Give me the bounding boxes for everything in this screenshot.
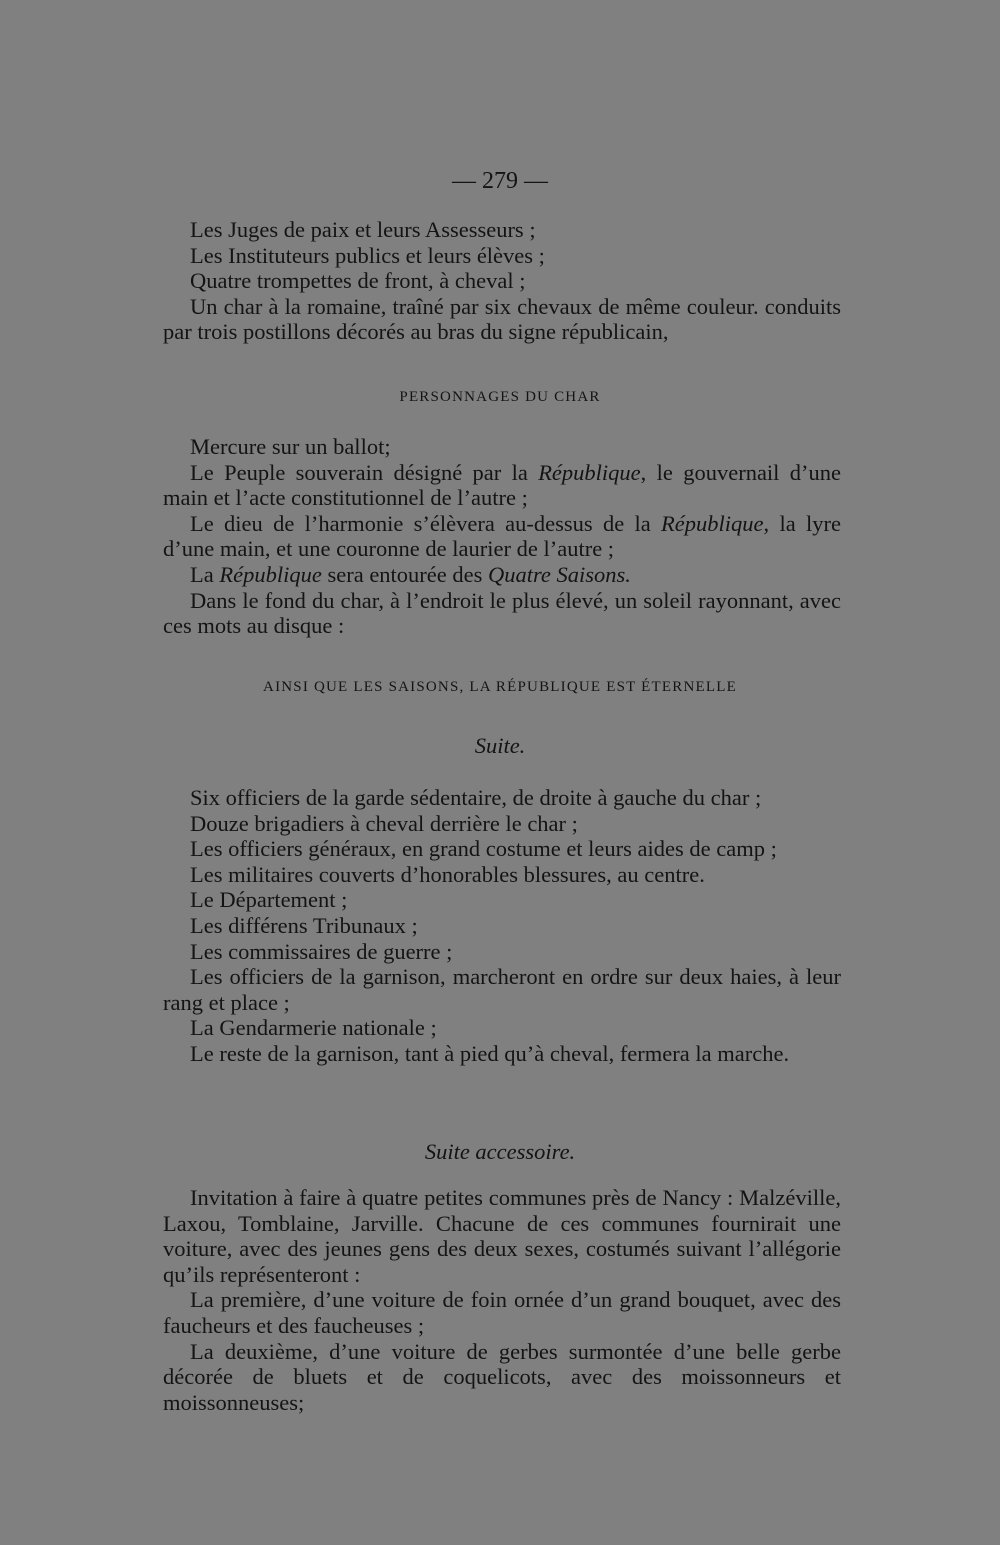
- suite-block: [163, 785, 841, 1067]
- paragraph: La République sera entourée des Quatre Saisons.: [190, 561, 631, 587]
- list-item: Six officiers de la garde sédentaire, de droite à gauche du char ;: [190, 785, 762, 810]
- page-number: — 279 —: [452, 168, 548, 194]
- paragraph: Invitation à faire à quatre petites communes près de Nancy : Malzéville, Laxou, Tomblaine, Jarville. Chacune de ces communes fournirait une voiture, avec des jeunes gens des deux sexes, costumés suivant l’allégorie qu’ils représenteront :: [163, 1185, 841, 1287]
- paragraph: La deuxième, d’une voiture de gerbes surmontée d’une belle gerbe décorée de bluets et de coquelicots, avec des moissonneurs et moissonneuses;: [163, 1338, 841, 1415]
- list-item: Les militaires couverts d’honorables blessures, au centre.: [190, 861, 705, 887]
- list-item: Les différens Tribunaux ;: [190, 912, 418, 938]
- list-item: Les officiers généraux, en grand costume et leurs aides de camp ;: [190, 836, 777, 862]
- personnages-block: [163, 434, 841, 639]
- paragraph: Les Instituteurs publics et leurs élèves ;: [190, 242, 545, 268]
- paragraph: Les Juges de paix et leurs Assesseurs ;: [190, 217, 536, 242]
- list-item: Douze brigadiers à cheval derrière le char ;: [190, 810, 578, 836]
- paragraph: Quatre trompettes de front, à cheval ;: [190, 268, 526, 294]
- accessoire-block: [163, 1185, 841, 1415]
- section-heading-suite: Suite.: [474, 733, 526, 758]
- paragraph: La première, d’une voiture de foin ornée d’un grand bouquet, avec des faucheurs et des faucheuses ;: [163, 1287, 841, 1338]
- paragraph: Le dieu de l’harmonie s’élèvera au-dessus de la République, la lyre d’une main, et une couronne de laurier de l’autre ;: [163, 510, 841, 562]
- motto: AINSI QUE LES SAISONS, LA RÉPUBLIQUE EST ÉTERNELLE: [263, 679, 737, 695]
- list-item: Les officiers de la garnison, marcheront en ordre sur deux haies, à leur rang et place ;: [163, 964, 841, 1015]
- intro-block: [163, 217, 841, 345]
- paragraph: Mercure sur un ballot;: [190, 434, 391, 459]
- section-heading-personnages: PERSONNAGES DU CHAR: [399, 389, 601, 405]
- paragraph: Dans le fond du char, à l’endroit le plus élevé, un soleil rayonnant, avec ces mots au disque :: [163, 587, 841, 639]
- section-heading-suite-accessoire: Suite accessoire.: [424, 1139, 576, 1164]
- list-item: Les commissaires de guerre ;: [190, 938, 453, 964]
- paragraph: Le Peuple souverain désigné par la République, le gouvernail d’une main et l’acte constitutionnel de l’autre ;: [163, 459, 842, 511]
- paragraph: Un char à la romaine, traîné par six chevaux de même couleur. conduits par trois postillons décorés au bras du signe républicain,: [163, 293, 841, 345]
- list-item: Le reste de la garnison, tant à pied qu’à cheval, fermera la marche.: [190, 1040, 790, 1066]
- list-item: Le Département ;: [190, 887, 348, 913]
- list-item: La Gendarmerie nationale ;: [190, 1015, 437, 1041]
